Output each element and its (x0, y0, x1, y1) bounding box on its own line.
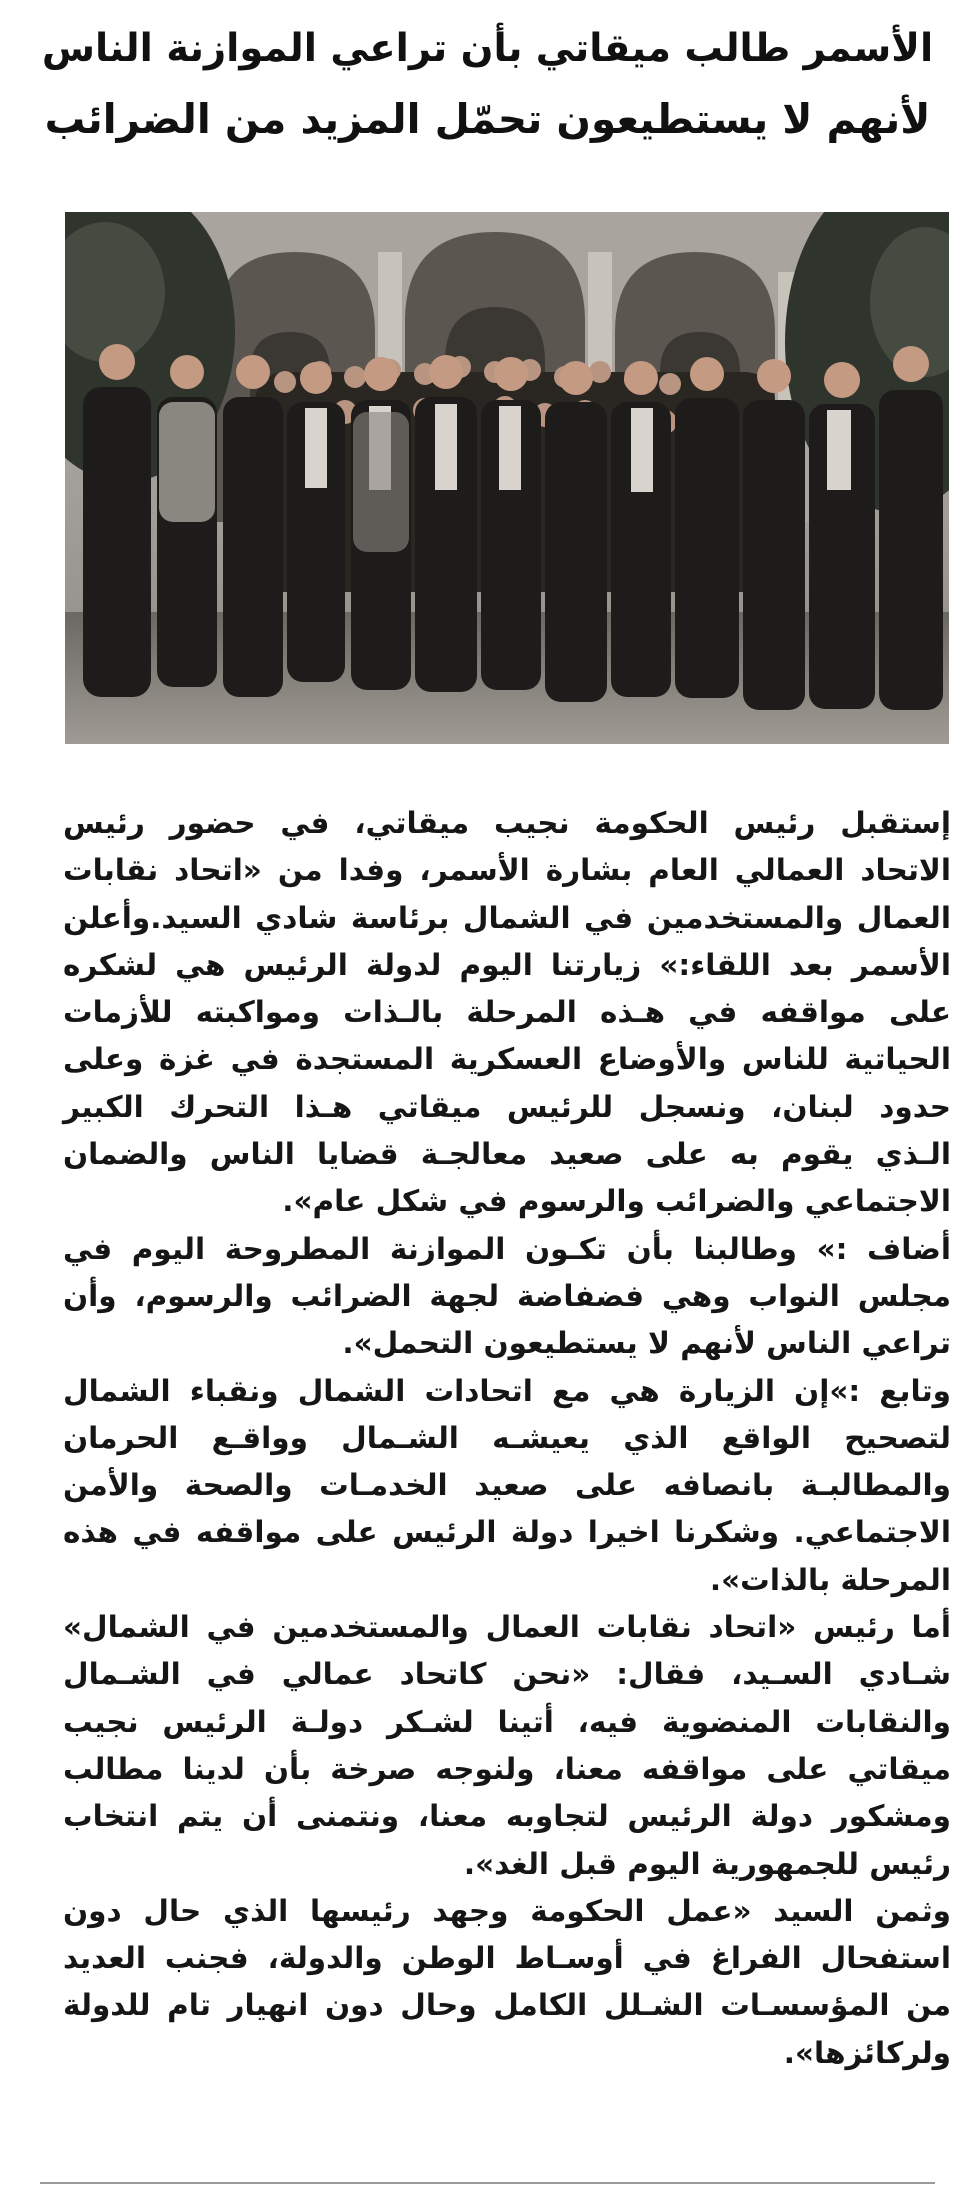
paragraph-4 (63, 1604, 951, 1888)
text-line: رئيس للجمهورية اليوم قبل الغد». (463, 1846, 951, 1881)
text-line: من المؤسسـات الشـلل الكامل وحال دون انهيار تام للدولة (63, 1988, 951, 2023)
headline-line-2: لأنهم لا يستطيعون تحمّل المزيد من الضرائب (44, 95, 931, 143)
paragraph-1 (63, 800, 951, 1226)
text-line: لتصحيح الواقع الذي يعيشـه الشـمال وواقـع الحرمان (63, 1420, 951, 1455)
text-line: والنقابات المنضوية فيه، أتينا لشـكر دولـة الرئيس نجيب (63, 1704, 951, 1739)
article-body (63, 800, 951, 2077)
text-line: أما رئيس «اتحاد نقابات العمال والمستخدمين في الشمال» (63, 1610, 951, 1645)
bottom-divider (40, 2182, 935, 2184)
text-line: العمال والمستخدمين في الشمال برئاسة شادي السيد.وأعلن (63, 900, 951, 935)
text-line: استفحال الفراغ في أوسـاط الوطن والدولة، فجنب العديد (63, 1941, 951, 1976)
paragraph-3 (63, 1368, 951, 1604)
text-line: على مواقفه في هـذه المرحلة بالـذات ومواكبته للأزمات (63, 995, 951, 1030)
text-line: المرحلة بالذات». (709, 1562, 951, 1597)
text-line: الأسمر بعد اللقاء:» زيارتنا اليوم لدولة الرئيس هي لشكره (63, 947, 951, 982)
text-line: الاجتماعي. وشكرنا اخيرا دولة الرئيس على مواقفه في هذه (63, 1515, 951, 1550)
text-line: وثمن السيد «عمل الحكومة وجهد رئيسها الذي حال دون (63, 1893, 951, 1928)
text-line: الحياتية للناس والأوضاع العسكرية المستجدة في غزة وعلى (63, 1042, 951, 1077)
text-line: ومشكور دولة الرئيس لتجاوبه معنا، ونتمنى أن يتم انتخاب (63, 1799, 951, 1834)
article-photo (65, 212, 949, 744)
text-line: وتابع :»إن الزيارة هي مع اتحادات الشمال ونقباء الشمال (63, 1373, 951, 1408)
text-line: تراعي الناس لأنهم لا يستطيعون التحمل». (342, 1326, 951, 1361)
article-headline (40, 14, 935, 154)
text-line: إستقبل رئيس الحكومة نجيب ميقاتي، في حضور رئيس (63, 806, 951, 840)
group-photo-image (65, 212, 949, 744)
text-line: الاتحاد العمالي العام بشارة الأسمر، وفدا من «اتحاد نقابات (63, 853, 951, 888)
text-line: ميقاتي على مواقفه معنا، ولنوجه صرخة بأن لدينا مطالب (63, 1751, 951, 1786)
text-line: حدود لبنان، ونسجل للرئيس ميقاتي هـذا التحرك الكبير (63, 1089, 951, 1124)
text-line: الاجتماعي والضرائب والرسوم في شكل عام». (282, 1184, 951, 1219)
headline-line-1: الأسمر طالب ميقاتي بأن تراعي الموازنة الناس (41, 26, 934, 71)
text-line: مجلس النواب وهي فضفاضة لجهة الضرائب والرسوم، وأن (63, 1278, 951, 1313)
paragraph-5 (63, 1888, 951, 2077)
text-line: الـذي يقوم به على صعيد معالجـة قضايا الناس والضمان (63, 1137, 951, 1172)
text-line: شـادي السـيد، فقال: «نحن كاتحاد عمالي في الشـمال (63, 1657, 951, 1692)
text-line: والمطالبـة بانصافه على صعيد الخدمـات والصحة والأمن (63, 1468, 951, 1503)
text-line: ولركائزها». (783, 2035, 951, 2070)
text-line: أضاف :» وطالبنا بأن تكـون الموازنة المطروحة اليوم في (63, 1231, 951, 1266)
paragraph-2 (63, 1226, 951, 1368)
